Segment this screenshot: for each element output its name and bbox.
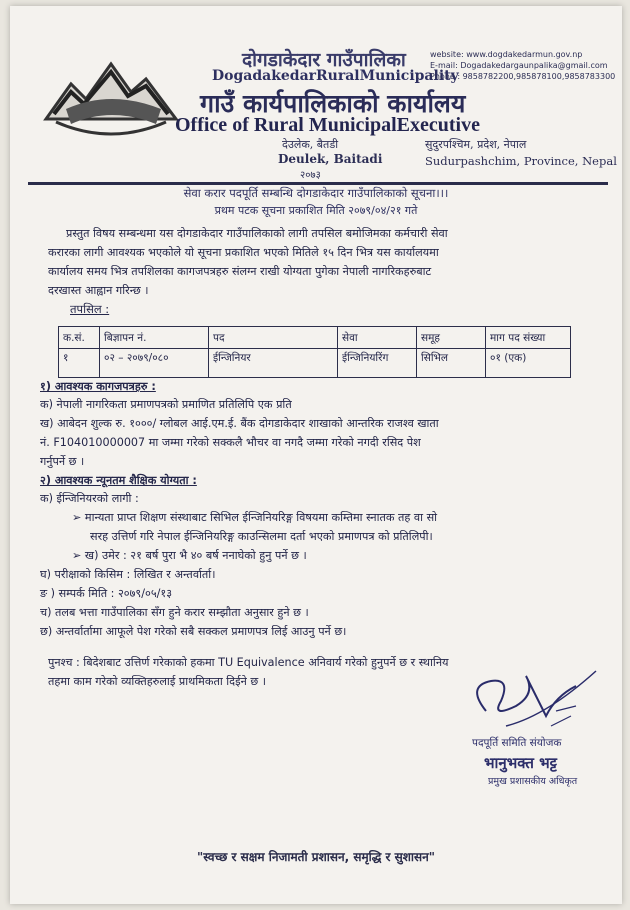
qualification-bullet-age: ➢ ख) उमेर : २१ बर्ष पुरा भै ४० बर्ष ननाघेको हुनु पर्ने छ । [72, 549, 307, 562]
header-advertisement-no: बिज्ञापन नं. [100, 327, 209, 349]
vacancy-table [58, 326, 571, 378]
notice-subtitle: प्रथम पटक सूचना प्रकाशित मिति २०७९/०४/२१ गते [214, 204, 418, 217]
tapasil-heading: तपसिल : [70, 302, 110, 316]
office-name-nepali: गाउँ कार्यपालिकाको कार्यालय [200, 89, 466, 118]
qualification-engineer: क) ईन्जिनियरको लागी : [40, 492, 139, 505]
signature-name: भानुभक्त भट्ट [484, 754, 557, 772]
email-text: E-mail: Dogadakedargaunpalika@gmail.com [430, 61, 608, 70]
signature-title: पदपूर्ति समिति संयोजक [472, 737, 562, 749]
header-demand-count: माग पद संख्या [486, 327, 571, 349]
qualification-bullet-1a: ➢ मान्यता प्राप्त शिक्षण संस्थाबाट सिभिल ईन्जिनियरिङ्ग विषयमा कम्तिमा स्नातक तह वा सो [72, 511, 438, 524]
contact-date: ङ ) सम्पर्क मिति : २०७९/०५/१३ [40, 587, 173, 600]
intro-line-1: प्रस्तुत विषय सम्बन्धमा यस दोगडाकेदार गाउँपालिकाको लागी तपसिल बमोजिमका कर्मचारी सेवा [66, 227, 448, 240]
office-name-english: Office of Rural MunicipalExecutive [175, 114, 480, 136]
cell-service: ईन्जिनियरिंग [338, 349, 417, 378]
footer-motto: "स्वच्छ र सक्षम निजामती प्रशासन, समृद्धि र सुशासन" [196, 850, 436, 864]
intro-line-3: कार्यालय समय भित्र तपशिलका कागजपत्रहरु संलग्न राखी योग्यता पुगेका नेपाली नागरिकहरुबाट [48, 265, 432, 278]
place-english: Deulek, Baitadi [278, 152, 383, 166]
cell-post: ईन्जिनियर [209, 349, 338, 378]
province-nepali: सुदुरपश्चिम, प्रदेश, नेपाल [425, 138, 527, 151]
established-year: २०७३ [300, 170, 321, 181]
cell-serial: १ [59, 349, 100, 378]
postscript-line-1: पुनश्च : बिदेशबाट उत्तिर्ण गरेकाको हकमा TU Equivalence अनिवार्य गरेको हुनुपर्ने छ र स्थानिय [48, 656, 449, 669]
header-group: समूह [417, 327, 486, 349]
qualification-heading: २) आवश्यक न्यूनतम शैक्षिक योग्यता : [40, 474, 197, 487]
phone-text: Phone : 9858782200,985878100,9858783300 [430, 72, 616, 81]
cell-advertisement-no: ०२ – २०७९/०८० [100, 349, 209, 378]
documents-item-a: क) नेपाली नागरिकता प्रमाणपत्रको प्रमाणित प्रतिलिपि एक प्रति [40, 398, 292, 411]
documents-item-b-3: गर्नुपर्ने छ । [40, 455, 85, 468]
header-service: सेवा [338, 327, 417, 349]
cell-demand-count: ०१ (एक) [486, 349, 571, 378]
signature-role: प्रमुख प्रशासकीय अधिकृत [488, 776, 578, 787]
table-header-row [59, 327, 571, 349]
municipality-name-english: DogadakedarRuralMunicipality [212, 68, 459, 84]
postscript-line-2: तहमा काम गरेको व्यक्तिहरुलाई प्राथमिकता दिईने छ । [48, 675, 267, 688]
website-text: website: www.dogdakedarmun.gov.np [430, 50, 583, 59]
qualification-bullet-1b: सरह उत्तिर्ण गरि नेपाल ईन्जिनियरिङ्ग काउन्सिलमा दर्ता भएको प्रमाणपत्र को प्रतिलिपी। [90, 530, 433, 543]
intro-line-2: करारका लागी आवश्यक भएकोले यो सूचना प्रकाशित भएको मितिले १५ दिन भित्र यस कार्यालयमा [48, 246, 439, 259]
municipality-name-nepali: दोगडाकेदार गाउँपालिका [242, 49, 406, 71]
contact-info [430, 49, 615, 82]
intro-line-4: दरखास्त आह्वान गरिन्छ । [48, 284, 149, 297]
signature-mark-icon [456, 656, 606, 736]
salary-clause: च) तलब भत्ता गाउँपालिका सँग हुने करार सम्झौता अनुसार हुने छ । [40, 606, 309, 619]
documents-item-b-2: नं. F104010000007 मा जम्मा गरेको सक्कलै भौचर वा नगदै जम्मा गरेको नगदी रसिद पेश [40, 436, 421, 449]
province-english: Sudurpashchim, Province, Nepal [425, 154, 617, 168]
header-divider [28, 182, 608, 185]
exam-type: घ) परीक्षाको किसिम : लिखित र अन्तर्वार्ता। [40, 568, 216, 581]
header-post: पद [209, 327, 338, 349]
place-nepali: देउलेक, बैतडी [282, 138, 339, 151]
notice-title: सेवा करार पदपूर्ति सम्बन्धि दोगडाकेदार गाउँपालिकाको सूचना।।। [183, 186, 449, 200]
header-serial: क.सं. [59, 327, 100, 349]
notice-document [10, 6, 622, 904]
documents-item-b-1: ख) आबेदन शुल्क रु. १०००/ ग्लोबल आई.एम.ई. बैंक दोगडाकेदार शाखाको आन्तरिक राजश्व खाता [40, 417, 439, 430]
cell-group: सिभिल [417, 349, 486, 378]
interview-clause: छ) अन्तर्वार्तामा आफूले पेश गरेको सबै सक्कल प्रमाणपत्र लिई आउनु पर्ने छ। [40, 625, 347, 638]
municipality-logo-icon [36, 44, 186, 152]
documents-heading: १) आवश्यक कागजपत्रहरु : [40, 380, 156, 393]
table-row [59, 349, 571, 378]
